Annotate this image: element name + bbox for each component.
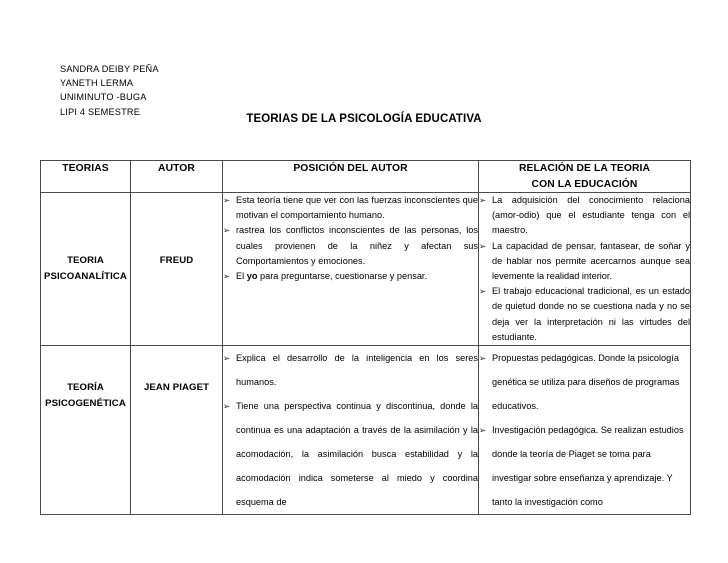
author-header-block bbox=[60, 62, 159, 119]
list-item: ➢ Tiene una perspectiva continua y discontinua, donde la continua es una adaptación a través de la asimilación y la acomodación, la asimilación busca estabilidad y la acomodación indica someterse al miedo y coordina esquema de bbox=[223, 394, 478, 514]
header-author: AUTOR bbox=[131, 161, 223, 193]
row2-relation-list bbox=[479, 346, 690, 514]
row1-theory-line-2: PSICOANALÍTICA bbox=[44, 271, 127, 282]
header-theories: TEORIAS bbox=[41, 161, 131, 193]
header-position: POSICIÓN DEL AUTOR bbox=[223, 161, 479, 193]
list-item: ➢ El trabajo educacional tradicional, es un estado de quietud donde no se cuestiona nada y no se deja ver la interpretación ni las virtudes del estudiante. bbox=[479, 284, 690, 345]
row2-theory-line-1: TEORÍA bbox=[67, 382, 104, 394]
list-item: ➢ Explica el desarrollo de la inteligencia en los seres humanos. bbox=[223, 346, 478, 394]
table-header-row bbox=[41, 161, 691, 193]
row2-theory-line-2: PSICOGENÉTICA bbox=[45, 398, 126, 410]
row1-relation-cell bbox=[479, 193, 691, 346]
list-item: ➢ La capacidad de pensar, fantasear, de soñar y de hablar nos permite acercarnos aunque sea levemente la realidad interior. bbox=[479, 239, 690, 285]
institution-line: UNIMINUTO -BUGA bbox=[60, 92, 147, 103]
row2-position-cell bbox=[223, 346, 479, 515]
row2-position-list bbox=[223, 346, 478, 514]
theories-table bbox=[40, 160, 691, 515]
list-item: ➢ Propuestas pedagógicas. Donde la psicología genética se utiliza para diseños de programas educativos. bbox=[479, 346, 690, 418]
list-item: ➢ El yo para preguntarse, cuestionarse y pensar. bbox=[223, 269, 478, 284]
row1-theory-line-1: TEORIA bbox=[67, 255, 104, 266]
bold-term-yo: yo bbox=[246, 271, 258, 282]
table-row bbox=[41, 346, 691, 515]
page-title: TEORIAS DE LA PSICOLOGÍA EDUCATIVA bbox=[246, 113, 482, 125]
author-name-line-2: YANETH LERMA bbox=[60, 78, 134, 89]
row2-relation-cell bbox=[479, 346, 691, 515]
course-semester-line: LIPI 4 SEMESTRE bbox=[60, 106, 141, 117]
list-item: ➢ Esta teoría tiene que ver con las fuerzas inconscientes que motivan el comportamiento humano. bbox=[223, 193, 478, 223]
table-row bbox=[41, 193, 691, 346]
header-relation-line-1: RELACIÓN DE LA TEORIA bbox=[518, 163, 650, 174]
row1-relation-list bbox=[479, 193, 690, 345]
row2-author-name bbox=[131, 346, 223, 515]
theories-table-container bbox=[40, 160, 690, 515]
row1-theory-name bbox=[41, 193, 131, 346]
list-item: ➢ La adquisición del conocimiento relaciona (amor-odio) que el estudiante tenga con el maestro. bbox=[479, 193, 690, 239]
row2-author-label: JEAN PIAGET bbox=[143, 382, 210, 394]
row1-position-list bbox=[223, 193, 478, 284]
header-relation-line-2: CON LA EDUCACIÓN bbox=[531, 178, 638, 190]
author-name-line: SANDRA DEIBY PEÑA bbox=[60, 64, 159, 74]
list-item: ➢ rastrea los conflictos inconscientes de las personas, los cuales provienen de la niñez y afectan sus Comportamientos y emociones. bbox=[223, 223, 478, 269]
row1-author-name bbox=[131, 193, 223, 346]
row1-position-cell bbox=[223, 193, 479, 346]
list-item: ➢ Investigación pedagógica. Se realizan estudios donde la teoría de Piaget se toma para investigar sobre enseñanza y aprendizaje. Y tanto la investigación como bbox=[479, 418, 690, 514]
header-relation bbox=[479, 161, 691, 193]
row1-author-label: FREUD bbox=[159, 255, 194, 266]
row2-theory-name bbox=[41, 346, 131, 515]
